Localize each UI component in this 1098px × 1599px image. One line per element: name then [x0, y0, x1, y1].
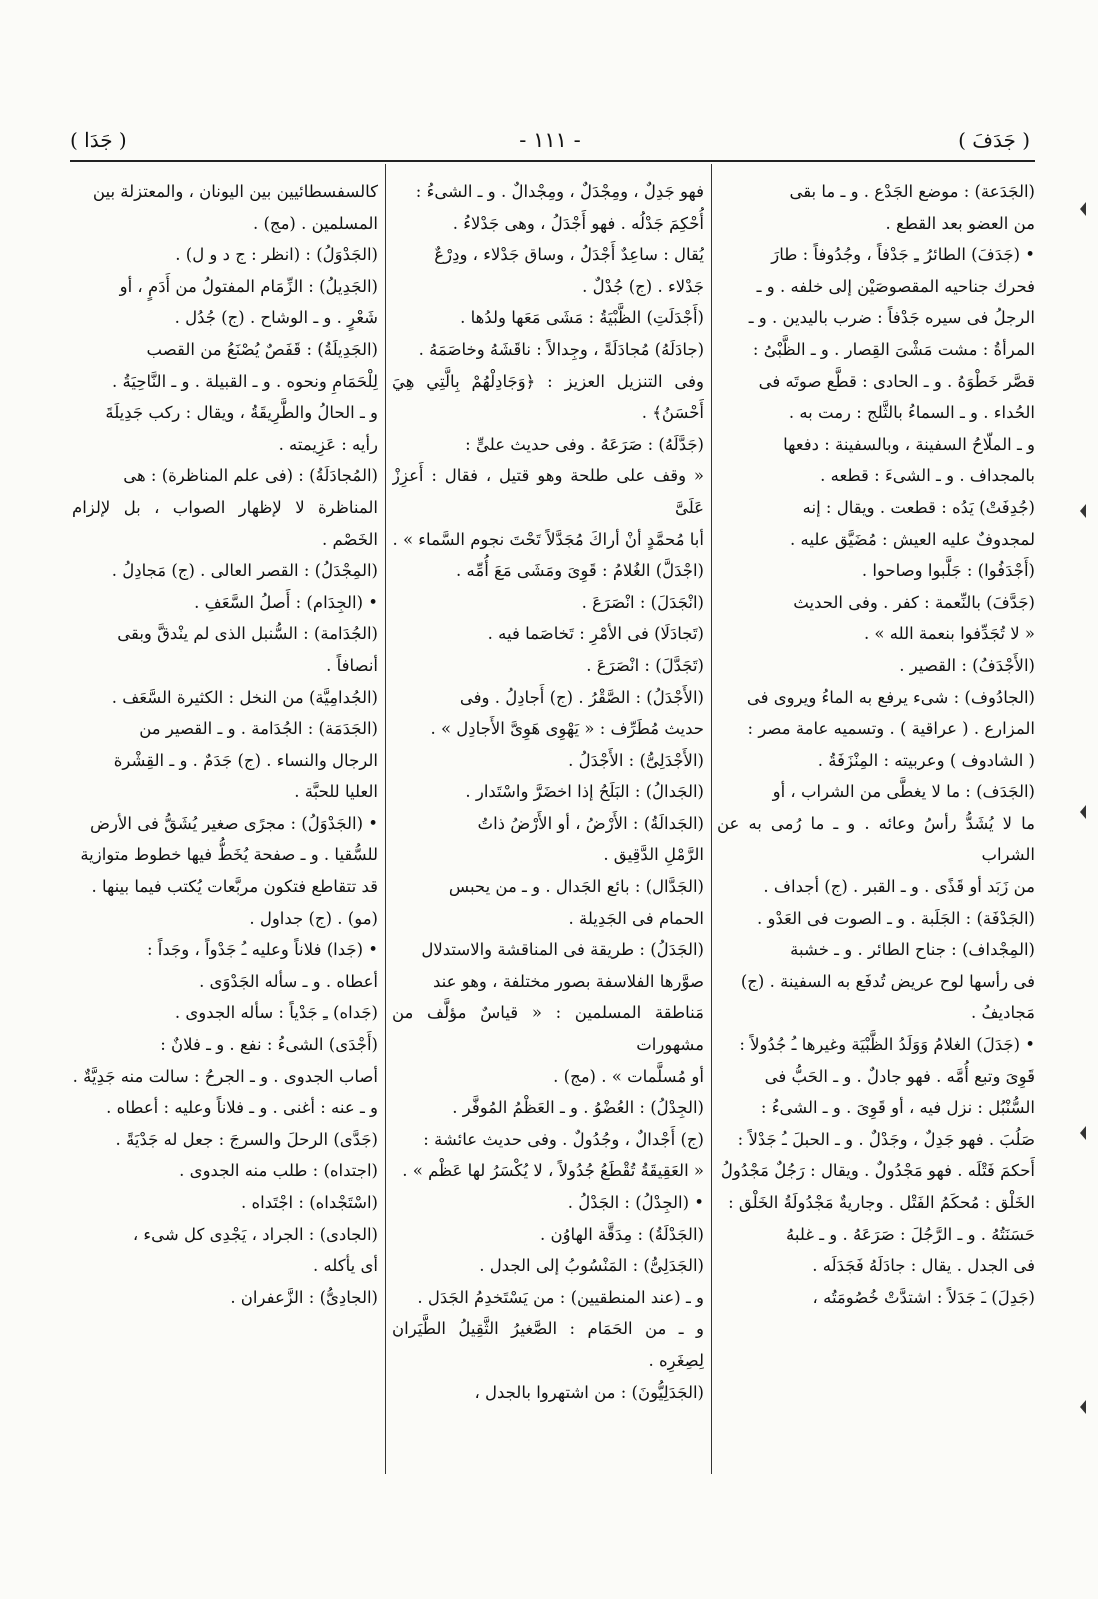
dictionary-line: صَلُبَ . فهو جَدِلٌ ، وجَدْلٌ . و ـ الحبلَ ـُ جَدْلاً :: [737, 1129, 1035, 1149]
dictionary-line: أصاب الجدوى . و ـ الجرحُ : سالت منه جَدِيَّةٌ .: [72, 1066, 378, 1086]
dictionary-line: و ـ الحالُ والطَّرِيقَةُ ، ويقال : ركب جَدِيلَةَ: [105, 403, 378, 423]
dictionary-line: (أَجْدَفُوا) : جَلَّبوا وصاحوا .: [861, 561, 1035, 581]
dictionary-line: و ـ الملّاحُ السفينة ، وبالسفينة : دفعها: [783, 434, 1035, 454]
dictionary-line: الرجلُ فى سيره جَدْفاً : ضرب باليدين . و ـ: [748, 308, 1035, 328]
dictionary-line: كالسفسطائيين بين اليونان ، والمعتزلة بين: [92, 182, 378, 201]
dictionary-line: ( الشادوف ) وعربيته : المِنْزَفَةُ .: [817, 750, 1035, 770]
dictionary-line: • (الجَدْوَلُ) : مجرًى صغير يُشَقُّ فى الأرض: [90, 813, 378, 833]
dictionary-line: (الجَدَلِيُّونَ) : من اشتهروا بالجدل ،: [474, 1382, 704, 1402]
dictionary-line: أبا مُحمَّدٍ أنْ أراكَ مُجَدَّلاً تَحْتَ نجوم السَّماء » .: [392, 529, 704, 549]
dictionary-line: قصَّر خَطْوَهُ . و ـ الحادى : قطَّع صوتَه فى: [758, 371, 1035, 391]
dictionary-line: (الجَدِيلَةُ) : قَفَصٌ يُصْنَعُ من القصب: [146, 339, 378, 359]
column-divider-left: [385, 164, 386, 1474]
dictionary-line: أَحكمَ فَتْلَه . فهو مَجْدُولٌ . ويقال : رَجُلٌ مَجْدُولُ: [720, 1161, 1035, 1181]
dictionary-line: فهو جَدِلٌ ، ومِجْدَلٌ ، ومِجْدالٌ . و ـ الشىءُ :: [415, 182, 704, 201]
dictionary-line: بالمجداف . و ـ الشىءَ : قطعه .: [820, 466, 1035, 486]
dictionary-line: من العضو بعد القطع .: [885, 213, 1035, 233]
dictionary-line: (مو) . (ج) جداول .: [249, 908, 378, 928]
dictionary-line: فحرك جناحيه المقصوصَيْن إلى خلفه . و ـ: [756, 276, 1035, 296]
dictionary-line: (جَداه) ـِ جَدْياً : سأله الجدوى .: [174, 1003, 378, 1023]
dictionary-line: (جَدِلَ) ـَ جَدَلاً : اشتدَّتْ خُصُومَتُه ،: [812, 1287, 1035, 1307]
dictionary-line: (اجتداه) : طلب منه الجدوى .: [179, 1161, 378, 1181]
dictionary-line: لمجدوفٌ عليه العيش : مُضَيَّق عليه .: [790, 529, 1035, 549]
dictionary-line: المرأةُ : مشت مَشْىَ القِصار . و ـ الظَّبْىُ :: [752, 339, 1035, 359]
dictionary-line: (الجَدَمَة) : الجُدَامة . و ـ القصير من: [139, 719, 378, 739]
dictionary-line: « العَقِيقَةُ تُقْطَعُ جُدُولاً ، لا يُكْسَرُ لها عَظْم » .: [402, 1161, 704, 1181]
dictionary-line: قد تتقاطع فتكون مربَّعات يُكتب فيما بينها .: [91, 877, 378, 897]
dictionary-line: شَعْرٍ . و ـ الوشاح . (ج) جُدُل .: [174, 308, 378, 328]
header-rule: [70, 160, 1035, 162]
dictionary-line: (أَجْدَى) الشىءُ : نفع . و ـ فلانٌ :: [160, 1035, 378, 1055]
dictionary-line: للسُّقيا . و ـ صفحة يُخَطُّ فيها خطوط متوازية: [80, 845, 378, 865]
dictionary-line: المناظرة لا لإظهار الصواب ، بل لإلزام الخَصْم .: [72, 497, 378, 549]
dictionary-line: من زَبَد أو قَذًى . و ـ القبر . (ج) أجداف .: [763, 877, 1035, 897]
dictionary-line: (الأَجْدَفُ) : القصير .: [899, 655, 1035, 675]
dictionary-line: (الجُدَامة) : السُّنبل الذى لم ينْدقَّ وبقى: [117, 624, 378, 644]
dictionary-line: رأيه : عَزِيمته .: [278, 434, 378, 454]
dictionary-line: السُّنْبُل : نزل فيه ، أو قَوِىَ . و ـ الشىءُ :: [760, 1098, 1035, 1118]
dictionary-line: (الجادُوف) : شىء يرفع به الماءُ ويروى فى: [746, 687, 1035, 707]
dictionary-line: و ـ (عند المنطقيين) : من يَسْتَخدِمُ الجَدَل .: [417, 1287, 704, 1307]
dictionary-line: (الجادى) : الجراد ، يَجْدِى كل شىء ،: [132, 1224, 378, 1244]
dictionary-line: • (جَدَفَ) الطائرُ ـِ جَدْفاً ، وجُدُوفاً : طارَ: [771, 245, 1035, 265]
dictionary-line: أنصافاً .: [326, 655, 378, 675]
dictionary-line: حَسَنَتُهُ . و ـ الرَّجُلَ : صَرَعَهُ . و ـ غلبهُ: [786, 1224, 1035, 1244]
dictionary-line: • (جَدَلَ) الغلامُ وَوَلَدُ الظَّبْيَة وغيرها ـُ جُدُولاً :: [739, 1035, 1035, 1055]
dictionary-line: (الجِدْلُ) : العُضْوُ . و ـ العَظْمُ المُوفَّر .: [452, 1098, 704, 1118]
dictionary-line: (جُدِفَتْ) يَدُه : قطعت . ويقال : إنه: [802, 497, 1035, 517]
dictionary-line: مَجاديفُ .: [970, 1003, 1035, 1023]
dictionary-line: (جادَلَهُ) مُجادَلَةً ، وجِدالاً : ناقَشَهُ وخاصَمَهُ .: [418, 339, 704, 359]
dictionary-line: أى يأكله .: [312, 1256, 378, 1276]
dictionary-line: « وقف على طلحة وهو قتيل ، فقال : أَعزِزْ عَلَىَّ: [392, 466, 704, 517]
dictionary-line: صوَّرها الفلاسفة بصور مختلفة ، وهو عند: [432, 971, 704, 991]
dictionary-line: الحُداء . و ـ السماءُ بالثَّلج : رمت به .: [788, 403, 1035, 423]
dictionary-line: (جَدَّلَهُ) : صَرَعَهُ . وفى حديث علىٍّ :: [465, 434, 704, 454]
column-left: [72, 176, 378, 1476]
dictionary-line: (الجَدْفَة) : الجَلَبة . و ـ الصوت فى العَدْو .: [757, 908, 1035, 928]
column-divider-right: [711, 164, 712, 1474]
dictionary-line: (الجَدَلِىُّ) : المَنْسُوبُ إلى الجدل .: [479, 1256, 704, 1276]
column-right: [717, 176, 1035, 1476]
page-header: [70, 128, 1030, 168]
margin-mark: [1080, 504, 1086, 518]
dictionary-line: (تَجَدَّلَ) : انْصَرَعَ .: [586, 655, 704, 675]
dictionary-line: • (الجِدَام) : أَصلُ السَّعَفِ .: [194, 592, 378, 612]
right-headword: ( جَدَفَ ): [958, 128, 1030, 152]
dictionary-line: « لا تُجَدِّفوا بنعمة الله » .: [863, 624, 1035, 644]
dictionary-line: فى الجدل . يقال : جادَلَهُ فَجَدَلَه .: [812, 1256, 1035, 1276]
dictionary-line: (تَجادَلَا) فى الأمْرِ : تَخاصَما فيه .: [487, 624, 704, 644]
margin-mark: [1080, 1126, 1086, 1140]
dictionary-line: فى رأسها لوح عريض تُدفَع به السفينة . (ج): [740, 971, 1035, 991]
dictionary-line: (جَدَّى) الرحلَ والسرجَ : جعل له جَدْيَةً .: [115, 1129, 378, 1149]
margin-mark: [1080, 805, 1086, 819]
dictionary-line: وفى التنزيل العزيز : ﴿وَجَادِلْهُمْ بِالَّتِي هِيَ أَحْسَنُ﴾ .: [392, 371, 704, 423]
dictionary-line: (الجَدالُ) : البَلَحُ إذا اخضَرَّ واسْتَدار .: [465, 782, 704, 802]
dictionary-line: أو مُسلَّمات » . (مج) .: [553, 1066, 704, 1086]
margin-mark: [1080, 202, 1086, 216]
dictionary-line: (الأَجْدَلِىُّ) : الأَجْدَلُ .: [568, 750, 704, 770]
dictionary-line: قَوِىَ وتبع أُمَّه . فهو جادلٌ . و ـ الحَبُّ فى: [764, 1066, 1035, 1086]
dictionary-line: ما لا يُشَدُّ رأسُ وعائه . و ـ ما رُمى به عن الشراب: [717, 813, 1035, 865]
dictionary-line: (الجَدَلُ) : طريقة فى المناقشة والاستدلال: [421, 940, 704, 960]
dictionary-line: (اسْتَجْداه) : اجْتَداه .: [241, 1193, 378, 1212]
dictionary-line: الرجال والنساء . (ج) جَدَمٌ . و ـ القِشْرة: [113, 750, 378, 770]
dictionary-line: (الجَدْلَةُ) : مِدَقَّة الهاوُن .: [539, 1224, 704, 1244]
dictionary-line: يُقال : ساعِدٌ أَجْدَلُ ، وساق جَدْلاء ، ودِرْعٌ: [434, 245, 704, 265]
column-middle: [392, 176, 704, 1476]
left-headword: ( جَدَا ): [70, 128, 127, 152]
dictionary-line: (الجَدْوَلُ) : (انظر : ج د و ل) .: [175, 245, 378, 265]
dictionary-line: أعطاه . و ـ سأله الجَدْوَى .: [199, 971, 378, 991]
dictionary-line: (الجَدَّال) : بائع الجَدال . و ـ من يحبس: [448, 877, 704, 897]
dictionary-line: (المُجادَلَةُ) : (فى علم المناظرة) : هى: [123, 466, 378, 486]
dictionary-line: جَدْلاء . (ج) جُدْلٌ .: [582, 276, 704, 296]
dictionary-line: (المِجْدَلُ) : القصر العالى . (ج) مَجادِلُ .: [111, 561, 378, 581]
dictionary-line: (جَدَّفَ) بالنِّعمة : كفر . وفى الحديث: [793, 592, 1035, 612]
dictionary-line: الخَلْق : مُحكَمُ الفَتْل . وجاريةٌ مَجْدُولَةُ الخَلْق :: [728, 1193, 1035, 1212]
page-number: - ١١١ -: [519, 128, 581, 152]
dictionary-line: (الجَدَف) : ما لا يغطَّى من الشراب ، أو: [772, 782, 1035, 802]
dictionary-line: (الجُدامِيَّة) من النخل : الكثيرة السَّعَف .: [111, 687, 378, 707]
dictionary-line: (اجْدَلَّ) الغُلامُ : قَوِىَ ومَشَى مَعَ أُمِّه .: [456, 561, 704, 581]
dictionary-line: حديث مُطَرِّف : « يَهْوِى هَوِىَّ الأَجادِل » .: [430, 719, 704, 739]
dictionary-line: (انْجَدَلَ) : انْصَرَعَ .: [581, 592, 704, 612]
margin-mark: [1080, 1400, 1086, 1414]
dictionary-line: (الجادِىُّ) : الزَّعفران .: [230, 1287, 378, 1307]
dictionary-line: العليا للحبَّة .: [294, 782, 378, 802]
dictionary-line: (الجَدِيلُ) : الزِّمَام المفتولُ من أَدَمٍ ، أو: [119, 276, 378, 296]
dictionary-line: و ـ عنه : أغنى . و ـ فلاناً وعليه : أعطاه .: [106, 1098, 378, 1118]
dictionary-line: الحمام فى الجَدِيلة .: [568, 908, 704, 928]
dictionary-line: (الجَدالَةُ) : الأَرْضُ ، أو الأَرْضُ ذاتُ: [477, 813, 704, 833]
dictionary-line: لِلْحَمَامِ ونحوه . و ـ القبيلة . و ـ النَّاحِيَةُ .: [112, 371, 378, 391]
dictionary-line: (أَجْدَلَتِ) الظَّبْيَةُ : مَشَى مَعَها ولدُها .: [460, 308, 704, 328]
dictionary-line: و ـ من الحَمَام : الصَّغيرُ الثَّقِيلُ الطَّيَران لِصِغَرِه .: [392, 1319, 704, 1370]
dictionary-line: المسلمين . (مج) .: [253, 213, 378, 233]
dictionary-line: مَناطقة المسلمين : « قياسٌ مؤلَّف من مشهورات: [392, 1003, 704, 1055]
dictionary-line: • (جَدا) فلاناً وعليه ـُ جَدْواً ، وجَداً :: [146, 940, 378, 960]
dictionary-line: • (الجِدْلُ) : الجَدْلُ .: [567, 1193, 704, 1212]
dictionary-line: الرَّمْلِ الدَّقِيق .: [603, 845, 704, 865]
dictionary-line: (ج) أَجْدالٌ ، وجُدُولٌ . وفى حديث عائشة :: [423, 1129, 704, 1149]
dictionary-line: المزارع . ( عراقية ) . وتسميه عامة مصر :: [747, 719, 1035, 739]
dictionary-line: (الجَدَعة) : موضع الجَدْع . و ـ ما بقى: [789, 182, 1035, 201]
dictionary-line: (المِجْداف) : جناح الطائر . و ـ خشبة: [790, 940, 1035, 960]
dictionary-line: أُحْكِمَ جَدْلُه . فهو أَجْدَلُ ، وهى جَدْلاءُ .: [452, 213, 704, 233]
dictionary-line: (الأَجْدَلُ) : الصَّقْرُ . (ج) أَجادِلُ . وفى: [459, 687, 704, 707]
